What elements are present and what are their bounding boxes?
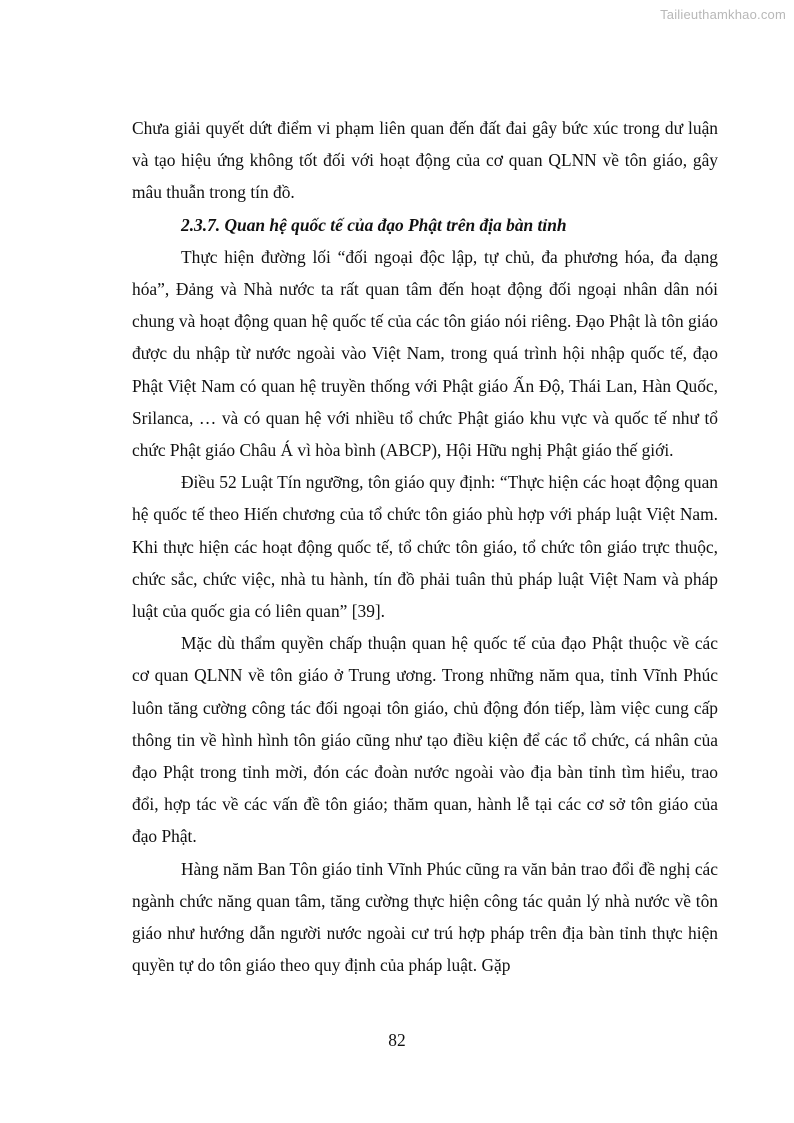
paragraph-province-activities: Mặc dù thẩm quyền chấp thuận quan hệ quốc tế của đạo Phật thuộc về các cơ quan QLNN về tôn giáo ở Trung ương. Trong những năm qua, tỉnh Vĩnh Phúc luôn tăng cường công tác đối ngoại tôn giáo, chủ động đón tiếp, làm việc cung cấp thông tin về hình hình tôn giáo cũng như tạo điều kiện để các tổ chức, cá nhân của đạo Phật trong tỉnh mời, đón các đoàn nước ngoài vào địa bàn tỉnh tìm hiểu, trao đổi, hợp tác về các vấn đề tôn giáo; thăm quan, hành lễ tại các cơ sở tôn giáo của đạo Phật.: [132, 633, 718, 847]
paragraph-foreign-policy: Thực hiện đường lối “đối ngoại độc lập, tự chủ, đa phương hóa, đa dạng hóa”, Đảng và Nhà nước ta rất quan tâm đến hoạt động đối ngoại nhân dân nói chung và hoạt động quan hệ quốc tế của các tôn giáo nói riêng. Đạo Phật là tôn giáo được du nhập từ nước ngoài vào Việt Nam, trong quá trình hội nhập quốc tế, đạo Phật Việt Nam có quan hệ truyền thống với Phật giáo Ấn Độ, Thái Lan, Hàn Quốc, Srilanca, … và có quan hệ với nhiều tổ chức Phật giáo khu vực và quốc tế như tổ chức Phật giáo Châu Á vì hòa bình (ABCP), Hội Hữu nghị Phật giáo thế giới.: [132, 246, 718, 461]
page-number: 82: [388, 1030, 406, 1050]
paragraph-article-52: Điều 52 Luật Tín ngưỡng, tôn giáo quy định: “Thực hiện các hoạt động quan hệ quốc tế theo Hiến chương của tổ chức tôn giáo phù hợp với pháp luật Việt Nam. Khi thực hiện các hoạt động quốc tế, tổ chức tôn giáo, tổ chức tôn giáo trực thuộc, chức sắc, chức việc, nhà tu hành, tín đồ phải tuân thủ pháp luật Việt Nam và pháp luật của quốc gia có liên quan” [39].: [132, 472, 718, 622]
watermark: Tailieuthamkhao.com: [660, 7, 786, 22]
document-body: [132, 112, 718, 981]
paragraph-annual-documents: Hàng năm Ban Tôn giáo tỉnh Vĩnh Phúc cũng ra văn bản trao đổi đề nghị các ngành chức năng quan tâm, tăng cường thực hiện công tác quản lý nhà nước về tôn giáo như hướng dẫn người nước ngoài cư trú hợp pháp trên địa bàn tỉnh thực hiện quyền tự do tôn giáo theo quy định của pháp luật. Gặp: [132, 858, 718, 976]
paragraph-continuation: Chưa giải quyết dứt điểm vi phạm liên quan đến đất đai gây bức xúc trong dư luận và tạo hiệu ứng không tốt đối với hoạt động của cơ quan QLNN về tôn giáo, gây mâu thuẫn trong tín đồ.: [132, 118, 718, 203]
section-heading: 2.3.7. Quan hệ quốc tế của đạo Phật trên địa bàn tỉnh: [181, 214, 567, 235]
